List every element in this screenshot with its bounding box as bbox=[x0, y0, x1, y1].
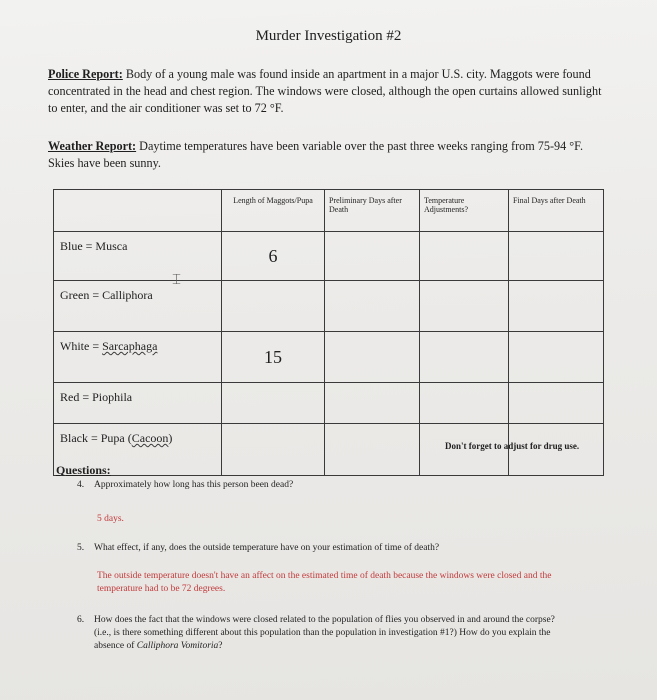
answer-5[interactable]: The outside temperature doesn't have an affect on the estimated time of death because the windows were closed and the temperature had to be 72 degrees. bbox=[97, 571, 552, 594]
text-cursor-icon: ⌶ bbox=[172, 270, 182, 288]
fly-label: Green = Calliphora bbox=[54, 281, 222, 332]
question-4 bbox=[77, 479, 597, 492]
fly-label: Blue = Musca bbox=[54, 232, 222, 281]
question-text: Approximately how long has this person been dead? bbox=[94, 480, 294, 490]
fly-label: Red = Piophila bbox=[54, 383, 222, 424]
table-row bbox=[54, 332, 604, 383]
maggot-data-table bbox=[53, 189, 604, 476]
police-report-text: Body of a young male was found inside an apartment in a major U.S. city. Maggots were found concentrated in the head and chest region. The windows were closed, although the open curtains allowed sunlight to enter, and the air conditioner was set to 72 °F. bbox=[48, 67, 602, 115]
police-report-heading: Police Report: bbox=[48, 67, 123, 81]
fly-label bbox=[54, 332, 222, 383]
prelim-cell[interactable] bbox=[325, 383, 420, 424]
length-cell[interactable] bbox=[222, 281, 325, 332]
fly-label-name: Sarcaphaga bbox=[102, 339, 158, 353]
fly-label-suffix: ) bbox=[168, 431, 173, 445]
weather-report-text: Daytime temperatures have been variable over the past three weeks ranging from 75-94 °F. Skies have been sunny. bbox=[48, 139, 583, 170]
question-text: What effect, if any, does the outside temperature have on your estimation of time of death? bbox=[94, 543, 440, 553]
length-cell[interactable]: 15 bbox=[222, 332, 325, 383]
final-cell[interactable] bbox=[509, 281, 604, 332]
answer-4[interactable]: 5 days. bbox=[97, 514, 124, 524]
weather-report-heading: Weather Report: bbox=[48, 139, 137, 153]
table-header: Length of Maggots/Pupa bbox=[222, 190, 325, 232]
table-row bbox=[54, 281, 604, 332]
page-title: Murder Investigation #2 bbox=[255, 28, 402, 44]
question-6 bbox=[77, 614, 597, 653]
question-body bbox=[94, 614, 574, 653]
fly-label-prefix: White = bbox=[60, 339, 103, 353]
temp-cell[interactable] bbox=[420, 232, 509, 281]
question-text-end: ? bbox=[218, 641, 223, 651]
temp-cell[interactable] bbox=[420, 332, 509, 383]
temp-cell[interactable] bbox=[420, 383, 509, 424]
question-number: 6. bbox=[77, 615, 85, 625]
prelim-cell[interactable] bbox=[325, 232, 420, 281]
final-cell[interactable] bbox=[509, 383, 604, 424]
prelim-cell[interactable] bbox=[325, 281, 420, 332]
temp-cell[interactable] bbox=[420, 281, 509, 332]
table-row bbox=[54, 383, 604, 424]
weather-report bbox=[48, 138, 608, 172]
table-header bbox=[54, 190, 222, 232]
final-cell[interactable] bbox=[509, 332, 604, 383]
prelim-cell[interactable] bbox=[325, 332, 420, 383]
table-header: Preliminary Days after Death bbox=[325, 190, 420, 232]
questions-heading: Questions: bbox=[56, 463, 111, 477]
fly-label-name: Cacoon bbox=[131, 431, 169, 445]
table-header-row bbox=[54, 190, 604, 232]
length-cell[interactable] bbox=[222, 383, 325, 424]
table-row bbox=[54, 232, 604, 281]
species-name: Calliphora Vomitoria bbox=[136, 641, 219, 651]
police-report bbox=[48, 66, 608, 117]
question-text: How does the fact that the windows were closed related to the population of flies you observed in and around the corpse? (i.e., is there something different about this population than the population in investigation #1?) How do you explain the absence of bbox=[94, 615, 555, 651]
question-5 bbox=[77, 542, 597, 555]
final-cell[interactable] bbox=[509, 232, 604, 281]
length-cell[interactable]: 6 bbox=[222, 232, 325, 281]
prelim-cell[interactable] bbox=[325, 424, 420, 476]
fly-label-prefix: Black = Pupa ( bbox=[60, 431, 132, 445]
drug-use-note: Don't forget to adjust for drug use. bbox=[445, 441, 580, 451]
table-header: Final Days after Death bbox=[509, 190, 604, 232]
length-cell[interactable] bbox=[222, 424, 325, 476]
question-number: 4. bbox=[77, 480, 85, 490]
table-header: Temperature Adjustments? bbox=[420, 190, 509, 232]
question-number: 5. bbox=[77, 543, 85, 553]
